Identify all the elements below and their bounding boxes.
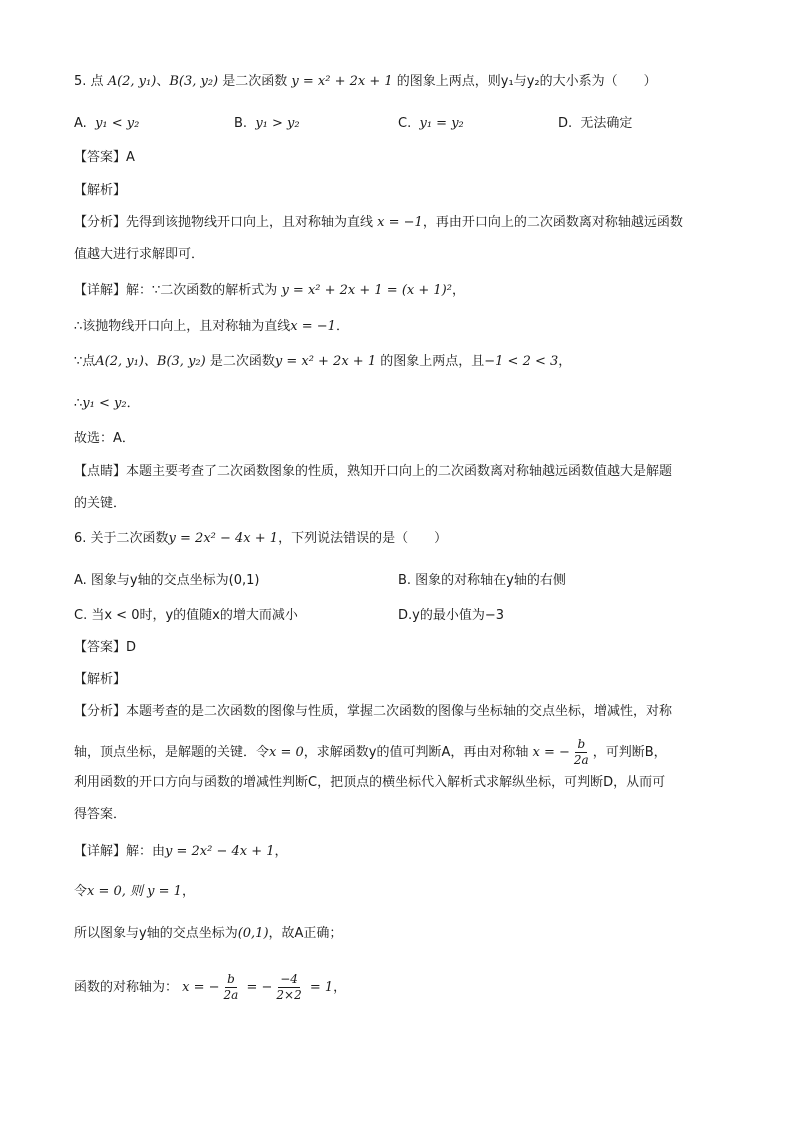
- q6-option-b: B. 图象的对称轴在y轴的右侧: [398, 573, 566, 588]
- q5-option-b: B. y₁ > y₂: [234, 116, 300, 131]
- q6-option-a: A. 图象与y轴的交点坐标为(0,1): [74, 573, 260, 588]
- q5-detail-line3: ∵点A(2, y₁)、B(3, y₂) 是二次函数y = x² + 2x + 1 的图象上两点，且−1 < 2 < 3，: [74, 354, 572, 369]
- q6-fenxi-line1: 【分析】本题考查的是二次函数的图像与性质，掌握二次函数的图像与坐标轴的交点坐标，增减性，对称: [74, 704, 673, 719]
- q6-detail-line4: 函数的对称轴为： x = − $\frac{b}{2a}$ = − $\frac{-4}{2\times 2}$ = 1，: [74, 972, 347, 1002]
- q6-fenxi-line4: 得答案．: [74, 807, 127, 822]
- fraction-minus4-over-2x2: $\frac{-4}{2\times 2}$: [276, 972, 302, 1002]
- q5-detail-line5: 故选：A．: [74, 431, 135, 446]
- q6-analysis-heading: 【解析】: [74, 672, 127, 687]
- q5-detail-line4: ∴y₁ < y₂．: [74, 396, 140, 411]
- q6-fenxi-line2: 轴，顶点坐标，是解题的关键．令x = 0，求解函数y的值可判断A，再由对称轴 x = − $\frac{b}{2a}$ ，可判断B，: [74, 737, 667, 767]
- q5-detail-line2: ∴该抛物线开口向上，且对称轴为直线x = −1．: [74, 319, 349, 334]
- q5-answer: 【答案】A: [74, 150, 135, 165]
- q5-fenxi-line2: 值越大进行求解即可．: [74, 247, 205, 262]
- q5-option-c: C. y₁ = y₂: [398, 116, 464, 131]
- q5-detail-line1: 【详解】解：∵二次函数的解析式为 y = x² + 2x + 1 = (x + 1)²，: [74, 283, 465, 298]
- q5-function: y = x² + 2x + 1: [291, 74, 393, 89]
- point-b: B(3, y₂): [169, 74, 219, 89]
- q5-option-d: D. 无法确定: [558, 116, 633, 131]
- q5-analysis-heading: 【解析】: [74, 183, 127, 198]
- q6-detail-line2: 令x = 0, 则 y = 1，: [74, 884, 195, 899]
- q5-fenxi-line1: 【分析】先得到该抛物线开口向上，且对称轴为直线 x = −1，再由开口向上的二次函数离对称轴越远函数: [74, 215, 683, 230]
- q5-stem: 5. 点 A(2, y₁)、B(3, y₂) 是二次函数 y = x² + 2x + 1 的图象上两点，则y₁与y₂的大小系为（ ）: [74, 74, 657, 89]
- fraction-b-over-2a-2: $\frac{b}{2a}$: [223, 972, 239, 1002]
- q6-detail-line3: 所以图象与y轴的交点坐标为(0,1)，故A正确；: [74, 926, 343, 941]
- q5-comment-line1: 【点睛】本题主要考查了二次函数图象的性质，熟知开口向上的二次函数离对称轴越远函数值越大是解题: [74, 464, 673, 479]
- q5-comment-line2: 的关键．: [74, 496, 127, 511]
- fraction-b-over-2a: $\frac{b}{2a}$: [573, 737, 589, 767]
- q6-option-d: D.y的最小值为−3: [398, 608, 504, 623]
- q6-function: y = 2x² − 4x + 1: [168, 531, 279, 546]
- q5-option-a: A. y₁ < y₂: [74, 116, 140, 131]
- q6-stem: 6. 关于二次函数y = 2x² − 4x + 1，下列说法错误的是（ ）: [74, 531, 448, 546]
- q6-option-c: C. 当x < 0时，y的值随x的增大而减小: [74, 608, 298, 623]
- point-a: A(2, y₁): [107, 74, 157, 89]
- q6-detail-line1: 【详解】解：由y = 2x² − 4x + 1，: [74, 844, 288, 859]
- q6-fenxi-line3: 利用函数的开口方向与函数的增减性判断C，把顶点的横坐标代入解析式求解纵坐标，可判断D，从而可: [74, 775, 666, 790]
- q6-answer: 【答案】D: [74, 640, 137, 655]
